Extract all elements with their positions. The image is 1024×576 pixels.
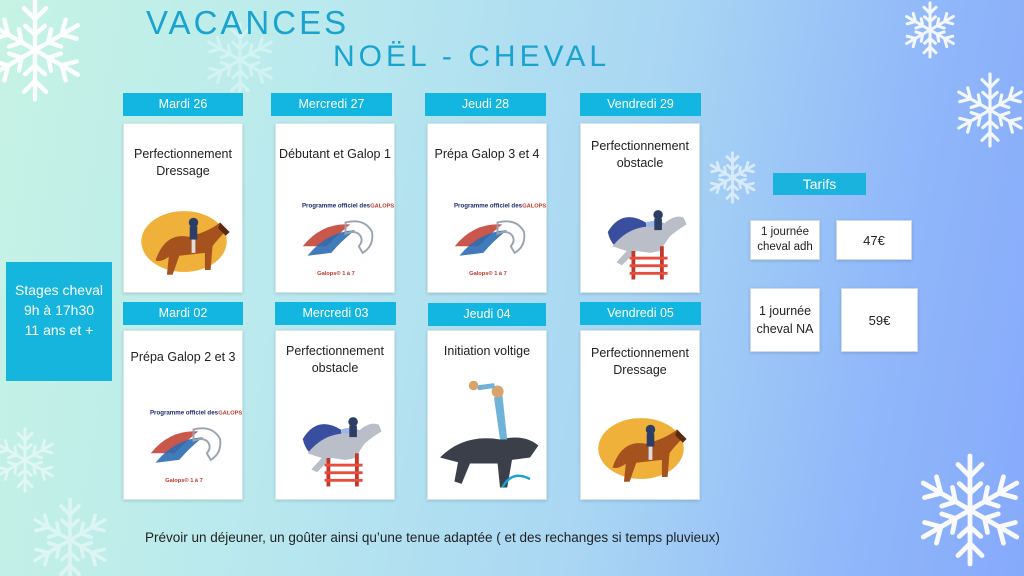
activity-name: Perfectionnement obstacle xyxy=(591,139,689,170)
tarif-price-2 xyxy=(841,288,918,352)
day-label: Vendredi 29 xyxy=(580,93,701,116)
tarif-price-text: 59€ xyxy=(868,312,891,328)
activity-name: Prépa Galop 2 et 3 xyxy=(130,350,236,364)
age-line: 11 ans et + xyxy=(24,322,94,338)
snowflake-icon xyxy=(900,0,960,60)
galops-logo xyxy=(124,401,244,496)
snowflake-icon xyxy=(0,420,60,500)
galops-logo xyxy=(276,194,396,289)
tarif-name-2 xyxy=(750,288,820,352)
tarif-name-text: 1 journée cheval adh xyxy=(757,226,813,253)
tarif-name-text: 1 journée cheval NA xyxy=(756,304,814,336)
activity-name: Initiation voltige xyxy=(443,344,531,358)
activity-name: Perfectionnement Dressage xyxy=(134,147,232,178)
activity-card xyxy=(123,123,243,293)
day-label: Mercredi 03 xyxy=(275,302,396,325)
jumping-horse-illustration xyxy=(276,401,396,496)
tarif-name-1 xyxy=(750,220,820,260)
day-label: Mardi 02 xyxy=(123,302,243,325)
snowflake-icon xyxy=(705,150,760,205)
activity-name: Perfectionnement obstacle xyxy=(286,344,384,375)
snowflake-icon xyxy=(910,440,1024,576)
page-subtitle: NOËL - CHEVAL xyxy=(333,40,611,73)
stages-info-box xyxy=(6,262,112,381)
tarif-price-text: 47€ xyxy=(863,232,885,248)
activity-name: Débutant et Galop 1 xyxy=(279,147,391,161)
tarifs-label: Tarifs xyxy=(773,173,866,195)
footer-note: Prévoir un déjeuner, un goûter ainsi qu’une tenue adaptée ( et des rechanges si temps pluvieux) xyxy=(145,530,720,545)
day-label: Vendredi 05 xyxy=(580,302,701,325)
galops-logo xyxy=(428,194,548,289)
jumping-horse-illustration xyxy=(581,194,701,289)
activity-card xyxy=(580,123,700,293)
day-label: Mardi 26 xyxy=(123,93,243,116)
stages-line: Stages cheval xyxy=(15,282,103,298)
activity-card xyxy=(123,330,243,500)
snowflake-icon xyxy=(25,495,115,576)
snowflake-icon xyxy=(950,70,1024,150)
activity-name: Prépa Galop 3 et 4 xyxy=(434,147,540,161)
tarif-price-1 xyxy=(836,220,912,260)
day-label: Jeudi 28 xyxy=(425,93,546,116)
activity-name: Perfectionnement Dressage xyxy=(591,346,689,377)
page-title: VACANCES xyxy=(146,4,350,41)
snowflake-icon xyxy=(0,0,90,110)
activity-card xyxy=(427,123,547,293)
dressage-horse-illustration xyxy=(124,194,244,289)
day-label: Jeudi 04 xyxy=(428,303,546,326)
hours-line: 9h à 17h30 xyxy=(23,302,95,318)
dressage-horse-illustration xyxy=(581,401,701,496)
day-label: Mercredi 27 xyxy=(271,93,392,116)
activity-card xyxy=(580,330,700,500)
activity-card xyxy=(275,330,395,500)
vaulting-horse-illustration xyxy=(428,371,548,496)
activity-card xyxy=(275,123,395,293)
activity-card xyxy=(427,330,547,500)
